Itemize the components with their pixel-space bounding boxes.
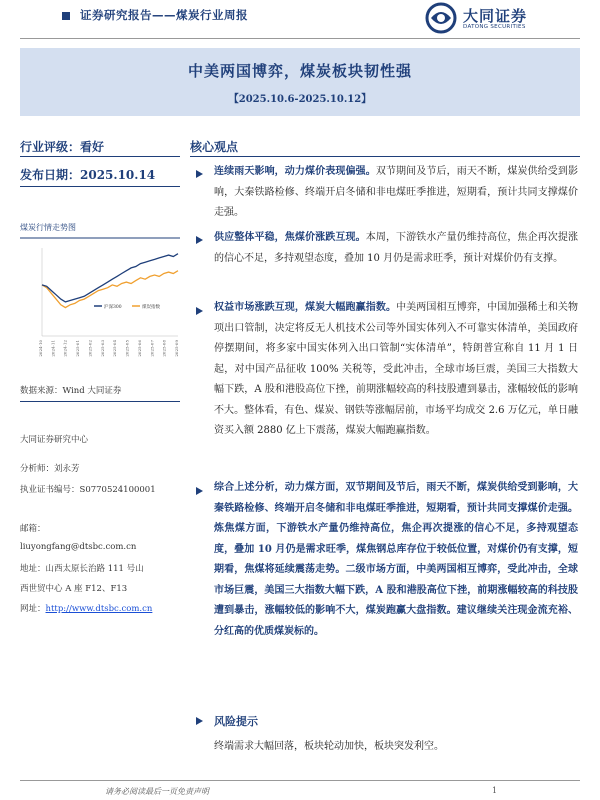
title-banner: [20, 48, 580, 116]
certificate-number: 执业证书编号：S0770524100001: [20, 485, 156, 495]
chart-legend: [94, 303, 160, 310]
website-label: 网址：: [20, 604, 46, 614]
core-point-1-lead: 连续雨天影响，动力煤价表现偏强。: [214, 166, 376, 177]
x-tick-label: 2024-12: [62, 340, 68, 357]
core-point-2: [214, 228, 578, 269]
website: [20, 602, 152, 614]
x-tick-label: 2025-06: [136, 340, 142, 357]
logo-icon: [425, 2, 459, 36]
x-tick-label: 2025-05: [124, 340, 130, 357]
left-divider: [20, 156, 180, 157]
core-point-3-body: 中美两国相互博弈，中国加强稀土和关物项出口管制，决定将反无人机技术公司等外国实体列入不可靠实体清单，美国政府停摆期间，将多家中国实体列入出口管制“实体清单”，特朗普宣称自 11 月 1 日起，对中国产品征收 100% 关税等，受此冲击，全球市场巨震，美国三大指数大幅下跌，A 股和港股高位下挫，前期涨幅较高的科技股遭到暴击，涨幅较低的影响不大。整体看，有色、煤炭、钢铁等涨幅居前，市场平均成交 2.6 万亿元，单日融资买入额 2880 亿上下震荡，煤炭大幅跑赢指数。: [214, 302, 579, 436]
legend-label-hs300: 沪深300: [104, 305, 122, 310]
core-point-1-body: 双节期间及节后，雨天不断，煤炭供给受到影响，大秦铁路检修、终端开启冬储和非电煤旺季推进，短期看，预计共同支撑煤价走强。: [214, 166, 578, 218]
bullet-icon: [196, 717, 203, 725]
header-marker: [62, 12, 70, 20]
chart-title: 煤炭行情走势图: [20, 223, 76, 232]
x-tick-label: 2025-04: [112, 340, 118, 357]
publish-date: 发布日期：2025.10.14: [20, 168, 156, 182]
bullet-icon: [196, 170, 203, 178]
x-tick-label: 2025-09: [174, 340, 179, 357]
chart-canvas: [20, 236, 180, 370]
core-point-2-body: 本周，下游铁水产量仍维持高位，焦企再次提涨的信心不足，多持观望态度，叠加 10 月仍是需求旺季，预计对煤价仍有支撑。: [214, 232, 579, 264]
x-tick-label: 2025-03: [99, 340, 105, 357]
x-tick-label: 2025-02: [87, 340, 93, 357]
x-tick-label: 2025-08: [161, 340, 167, 357]
x-tick-label: 2025-07: [149, 340, 155, 357]
chart-source: 数据来源：Wind 大同证券: [20, 386, 122, 396]
risk-text: 终端需求大幅回落，板块轮动加快，板块突发利空。: [214, 741, 444, 752]
logo-text-cn: 大同证券: [463, 7, 528, 25]
brand-logo: [425, 2, 575, 36]
core-point-2-lead: 供应整体平稳，焦煤价涨跌互现。: [214, 232, 366, 243]
footer-divider: [20, 780, 580, 781]
x-tick-label: 2025-01: [75, 340, 81, 357]
header-divider: [20, 38, 580, 39]
right-divider: [190, 156, 580, 157]
disclaimer-note: 请务必阅读最后一页免责声明: [105, 787, 209, 796]
core-point-3-lead: 权益市场涨跌互现，煤炭大幅跑赢指数。: [214, 302, 397, 313]
market-trend-chart: [20, 222, 180, 370]
x-tick-label: 2024-11: [50, 340, 56, 357]
series-line-hs300: [42, 254, 178, 302]
logo-text-en: DATONG SECURITIES: [463, 24, 526, 30]
legend-label-coal: 煤炭指数: [142, 305, 160, 310]
x-tick-label: 2024-10: [38, 340, 43, 357]
website-link[interactable]: http://www.dtsbc.com.cn: [45, 604, 153, 614]
report-type-title: 证券研究报告——煤炭行业周报: [80, 8, 248, 22]
email-label: 邮箱：: [20, 524, 46, 534]
address-line-1: 地址：山西太原长治路 111 号山: [20, 564, 144, 574]
industry-rating: 行业评级：看好: [20, 140, 105, 154]
core-summary: 综合上述分析，动力煤方面，双节期间及节后，雨天不断，煤炭供给受到影响，大秦铁路检修、终端开启冬储和非电煤旺季推进，短期看，预计共同支撑煤价走强。炼焦煤方面，下游铁水产量仍维持高位，焦企再次提涨的信心不足，多持观望态度，叠加 10 月仍是需求旺季，煤焦钢总库存位于较低位置，对煤价仍有支撑，短期看，焦煤将延续震荡走势。二级市场方面，中美两国相互博弈，受此冲击，全球市场巨震，美国三大指数大幅下跌，A 股和港股高位下挫，前期涨幅较高的科技股遭到暴击，涨幅较低的影响不大，煤炭跑赢大盘指数。建议继续关注现金流充裕、分红高的优质煤炭标的。: [214, 482, 578, 637]
page-number: 1: [492, 786, 498, 795]
report-title: 中美两国博弈，煤炭板块韧性强: [187, 62, 412, 80]
report-date-range: 【2025.10.6-2025.10.12】: [228, 94, 372, 105]
core-view-heading: 核心观点: [190, 140, 239, 154]
series-line-coal: [42, 271, 178, 308]
email-address[interactable]: liuyongfang@dtsbc.com.cn: [20, 542, 137, 552]
research-org: 大同证券研究中心: [20, 435, 89, 445]
left-divider-2: [20, 186, 180, 187]
risk-heading: 风险提示: [214, 715, 258, 728]
address-line-2: 西世贸中心 A 座 F12、F13: [20, 584, 128, 594]
bullet-icon: [196, 487, 203, 495]
bullet-icon: [196, 236, 203, 244]
core-point-1: [214, 162, 578, 224]
core-point-3: [214, 298, 578, 442]
left-divider-3: [20, 401, 180, 402]
bullet-icon: [196, 307, 203, 315]
analyst-name: 分析师：刘永芳: [20, 464, 80, 474]
